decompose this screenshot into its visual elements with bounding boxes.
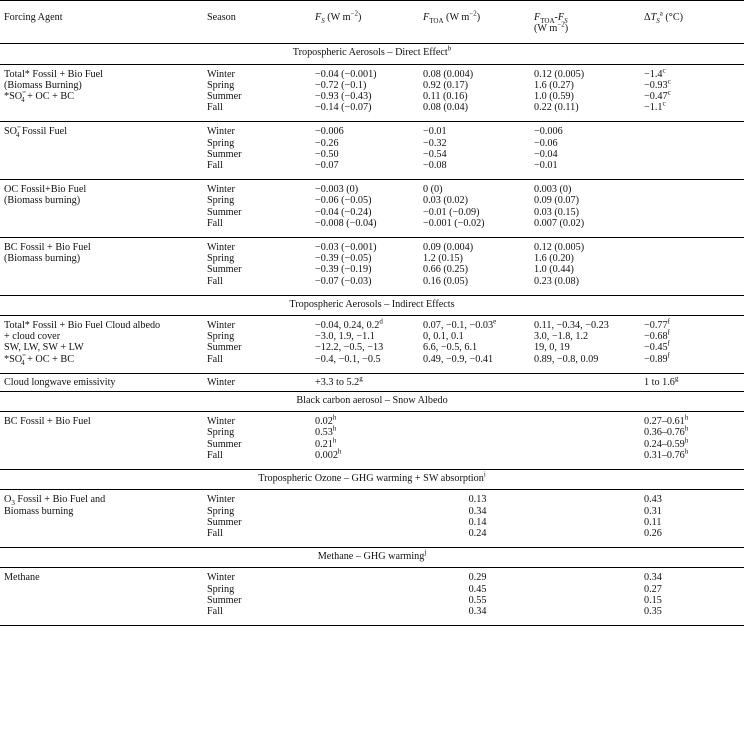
methane-season-cell: Winter <box>207 572 235 584</box>
table-row <box>0 342 744 353</box>
direct-total-season-cell: Spring <box>207 79 235 91</box>
table-row <box>0 427 744 438</box>
table-row <box>0 91 744 102</box>
methane-dts-cell: 0.15 <box>644 594 662 606</box>
direct-oc-dts-cell <box>640 218 744 238</box>
indirect-total-dts-cell: −0.77$^f$ <box>644 317 670 332</box>
snow-diff-cell <box>530 439 640 450</box>
table-row <box>0 584 744 595</box>
methane-value-cell: 0.55 <box>468 594 487 606</box>
snow-dts-cell: 0.27–0.61$^h$ <box>644 413 689 428</box>
ozone-dts-cell: 0.43 <box>644 494 662 506</box>
indirect-total-fs-cell: −0.04, 0.24, 0.2$^d$ <box>315 317 383 332</box>
section-methane-title: Methane – GHG warming$^j$ <box>0 548 744 568</box>
direct-oc-season-cell: Spring <box>207 195 235 207</box>
methane-season-cell: Summer <box>207 594 242 606</box>
methane-agent-cell <box>0 584 203 595</box>
table-row <box>0 373 744 391</box>
direct-bc-dts-cell <box>640 253 744 264</box>
header-dts: $\Delta T_S^a$ (°C) <box>640 1 744 44</box>
direct-so4-season-cell: Summer <box>207 148 242 160</box>
ozone-agent-cell <box>0 528 203 548</box>
indirect-total-diff-cell: 0.89, −0.8, 0.09 <box>534 353 599 365</box>
direct-total-diff-cell: 1.6 (0.27) <box>534 79 574 91</box>
section-snow-albedo-title: Black carbon aerosol – Snow Albedo <box>0 392 744 412</box>
cloud-lw-fs-cell: +3.3 to 5.2$^g$ <box>311 373 640 391</box>
snow-fs-cell: 0.002$^h$ <box>315 447 342 461</box>
direct-bc-agent-cell: BC Fossil + Bio Fuel <box>0 238 203 254</box>
direct-bc-season-cell: Winter <box>203 238 311 254</box>
direct-bc-agent-cell: (Biomass burning) <box>4 253 81 265</box>
methane-value-cell: 0.29 <box>468 572 487 584</box>
direct-so4-dts-cell <box>640 160 744 180</box>
direct-bc-ftoa-cell: 0.09 (0.004) <box>419 238 530 254</box>
direct-so4-agent-cell <box>0 138 203 149</box>
snow-ftoa-cell <box>419 412 530 428</box>
direct-oc-season-cell: Summer <box>207 206 242 218</box>
direct-total-agent-cell: (Biomass Burning) <box>4 79 82 91</box>
section-direct-effect-title: Tropospheric Aerosols – Direct Effect$^b$ <box>0 44 744 64</box>
header-ftoa-fs: $F_{TOA}-F_S$ (W $m^{-2}$) <box>530 1 640 44</box>
ozone-value-cell: 0.13 <box>468 494 487 506</box>
direct-oc-dts-cell <box>640 207 744 218</box>
direct-oc-fs-cell: −0.008 (−0.04) <box>315 217 377 229</box>
direct-bc-fs-cell: −0.39 (−0.05) <box>315 253 372 265</box>
direct-total-dts-cell: −0.93$^c$ <box>644 77 671 91</box>
direct-bc-fs-cell: −0.03 (−0.001) <box>311 238 419 254</box>
header-ftoa: $F_{TOA}$ (W $m^{-2}$) <box>419 1 530 44</box>
direct-oc-fs-cell: −0.003 (0) <box>311 180 419 196</box>
section-indirect-effects-title: Tropospheric Aerosols – Indirect Effects <box>0 295 744 315</box>
ozone-value-cell: 0.14 <box>468 516 487 528</box>
indirect-total-agent-cell: $*SO^=_4$ + OC + BC <box>4 351 74 367</box>
indirect-total-dts-cell: −0.68$^f$ <box>644 328 670 343</box>
section-ozone <box>0 470 744 490</box>
table-row <box>0 180 744 196</box>
table-row <box>0 102 744 122</box>
table-row <box>0 528 744 548</box>
direct-bc-dts-cell <box>640 264 744 275</box>
table-body <box>0 44 744 626</box>
table-row <box>0 439 744 450</box>
indirect-total-season-cell: Spring <box>207 331 235 343</box>
snow-ftoa-cell <box>419 439 530 450</box>
table-row <box>0 149 744 160</box>
indirect-total-ftoa-cell: 0, 0.1, 0.1 <box>423 331 464 343</box>
indirect-total-ftoa-cell: 6.6, −0.5, 6.1 <box>423 342 478 354</box>
snow-season-cell: Winter <box>207 416 235 428</box>
indirect-total-agent-cell: SW, LW, SW + LW <box>4 342 84 354</box>
direct-so4-fs-cell: −0.50 <box>315 148 339 160</box>
methane-season-cell: Spring <box>207 583 235 595</box>
direct-oc-ftoa-cell: 0.03 (0.02) <box>423 195 468 207</box>
table-row <box>0 264 744 275</box>
table-row <box>0 412 744 428</box>
direct-oc-diff-cell: 0.09 (0.07) <box>534 195 579 207</box>
direct-oc-diff-cell: 0.03 (0.15) <box>534 206 579 218</box>
ozone-agent-cell: $O_3$ Fossil + Bio Fuel and <box>4 494 106 508</box>
direct-so4-season-cell: Winter <box>203 122 311 138</box>
direct-bc-agent-cell <box>0 264 203 275</box>
snow-agent-cell: BC Fossil + Bio Fuel <box>4 416 91 428</box>
direct-oc-dts-cell <box>640 195 744 206</box>
snow-dts-cell: 0.24–0.59$^h$ <box>644 436 689 450</box>
indirect-total-season-cell: Summer <box>207 342 242 354</box>
table-row <box>0 64 744 80</box>
direct-oc-agent-cell: OC Fossil+Bio Fuel <box>0 180 203 196</box>
ozone-value-cell: 0.34 <box>468 505 487 517</box>
snow-fs-cell: 0.53$^h$ <box>315 425 337 439</box>
table-row <box>0 218 744 238</box>
section-methane <box>0 548 744 568</box>
indirect-total-diff-cell: 0.11, −0.34, −0.23 <box>534 320 609 332</box>
direct-bc-fs-cell: −0.07 (−0.03) <box>315 275 372 287</box>
direct-so4-ftoa-cell: −0.01 <box>419 122 530 138</box>
direct-total-fs-cell: −0.14 (−0.07) <box>315 102 372 114</box>
indirect-total-fs-cell: −0.4, −0.1, −0.5 <box>315 353 381 365</box>
direct-bc-diff-cell: 1.0 (0.44) <box>534 264 574 276</box>
table-row <box>0 517 744 528</box>
snow-diff-cell <box>530 450 640 470</box>
indirect-total-ftoa-cell: 0.07, −0.1, −0.03$^e$ <box>423 317 497 332</box>
direct-total-agent-cell <box>0 102 203 122</box>
direct-so4-ftoa-cell: −0.08 <box>423 160 447 172</box>
direct-so4-fs-cell: −0.006 <box>311 122 419 138</box>
direct-so4-diff-cell: −0.06 <box>534 137 558 149</box>
methane-dts-cell: 0.34 <box>644 572 662 584</box>
direct-total-ftoa-cell: 0.08 (0.04) <box>423 102 468 114</box>
direct-so4-agent-cell: $SO^=_4$ Fossil Fuel <box>0 122 203 138</box>
header-row <box>0 1 744 44</box>
direct-so4-season-cell: Spring <box>207 137 235 149</box>
direct-bc-dts-cell <box>640 238 744 254</box>
direct-bc-diff-cell: 1.6 (0.20) <box>534 253 574 265</box>
ozone-season-cell: Spring <box>207 505 235 517</box>
snow-dts-cell: 0.36–0.76$^h$ <box>644 425 689 439</box>
table-row <box>0 160 744 180</box>
header-forcing-agent: Forcing Agent <box>0 1 203 44</box>
direct-total-fs-cell: −0.04 (−0.001) <box>315 68 377 80</box>
cloud-lw-season-cell: Winter <box>203 373 311 391</box>
direct-so4-diff-cell: −0.04 <box>534 148 558 160</box>
direct-so4-agent-cell <box>0 149 203 160</box>
direct-total-dts-cell: −0.47$^c$ <box>644 88 671 103</box>
snow-fs-cell: 0.02$^h$ <box>315 413 337 428</box>
table-row <box>0 506 744 517</box>
table-row <box>0 195 744 206</box>
direct-total-agent-cell: Total* Fossil + Bio Fuel <box>4 68 103 80</box>
direct-so4-dts-cell <box>640 122 744 138</box>
methane-dts-cell: 0.35 <box>640 606 744 626</box>
direct-total-ftoa-cell: 0.92 (0.17) <box>423 79 468 91</box>
direct-total-agent-cell: $*SO^=_4$ + OC + BC <box>4 88 74 105</box>
direct-oc-agent-cell <box>0 218 203 238</box>
direct-total-ftoa-cell: 0.08 (0.004) <box>423 68 474 80</box>
direct-total-season-cell: Winter <box>207 68 235 80</box>
table-row <box>0 276 744 296</box>
cloud-lw-agent-cell: Cloud longwave emissivity <box>0 373 203 391</box>
ozone-agent-cell <box>0 517 203 528</box>
methane-dts-cell: 0.27 <box>644 583 662 595</box>
indirect-total-fs-cell: −12.2, −0.5, −13 <box>315 342 384 354</box>
table-row <box>0 606 744 626</box>
ozone-value-cell: 0.24 <box>468 527 487 539</box>
methane-agent-cell <box>0 606 203 626</box>
table-row <box>0 354 744 374</box>
methane-value-cell: 0.45 <box>468 583 487 595</box>
direct-total-diff-cell: 1.0 (0.59) <box>534 91 574 103</box>
direct-so4-diff-cell: −0.01 <box>534 160 558 172</box>
direct-total-diff-cell: 0.22 (0.11) <box>534 102 579 114</box>
table-row <box>0 80 744 91</box>
snow-dts-cell: 0.31–0.76$^h$ <box>644 447 689 461</box>
ozone-agent-cell: Biomass burning <box>4 505 74 517</box>
direct-oc-diff-cell: 0.007 (0.02) <box>534 217 585 229</box>
table-row <box>0 316 744 332</box>
indirect-total-ftoa-cell: 0.49, −0.9, −0.41 <box>423 353 494 365</box>
direct-total-fs-cell: −0.93 (−0.43) <box>315 91 372 103</box>
indirect-total-season-cell: Winter <box>207 320 235 332</box>
methane-agent-cell <box>0 595 203 606</box>
direct-oc-agent-cell <box>0 207 203 218</box>
direct-oc-season-cell: Winter <box>203 180 311 196</box>
direct-so4-dts-cell <box>640 149 744 160</box>
table-row <box>0 490 744 506</box>
direct-so4-diff-cell: −0.006 <box>530 122 640 138</box>
methane-value-cell: 0.34 <box>311 606 640 626</box>
direct-bc-agent-cell <box>0 276 203 296</box>
snow-diff-cell <box>530 427 640 438</box>
snow-ftoa-cell <box>419 427 530 438</box>
direct-total-dts-cell: −1.4$^c$ <box>644 66 666 80</box>
direct-oc-ftoa-cell: 0 (0) <box>419 180 530 196</box>
direct-bc-ftoa-cell: 1.2 (0.15) <box>423 253 463 265</box>
ozone-dts-cell: 0.11 <box>644 516 662 528</box>
direct-oc-dts-cell <box>640 180 744 196</box>
indirect-total-season-cell: Fall <box>207 353 223 365</box>
direct-bc-season-cell: Fall <box>207 275 223 287</box>
header-season: Season <box>203 1 311 44</box>
snow-season-cell: Fall <box>207 449 223 461</box>
section-snow-albedo <box>0 392 744 412</box>
header-fs: $F_S$ (W $m^{-2}$) <box>311 1 419 44</box>
snow-agent-cell <box>0 450 203 470</box>
direct-bc-season-cell: Summer <box>207 264 242 276</box>
direct-oc-fs-cell: −0.06 (−0.05) <box>315 195 372 207</box>
direct-total-ftoa-cell: 0.11 (0.16) <box>423 91 468 103</box>
indirect-total-diff-cell: 19, 0, 19 <box>534 342 570 354</box>
snow-ftoa-cell <box>419 450 530 470</box>
direct-total-fs-cell: −0.72 (−0.1) <box>315 79 367 91</box>
indirect-total-dts-cell: −0.89$^f$ <box>644 351 670 365</box>
direct-bc-dts-cell <box>640 276 744 296</box>
snow-agent-cell <box>0 439 203 450</box>
table-row <box>0 568 744 584</box>
direct-bc-diff-cell: 0.12 (0.005) <box>530 238 640 254</box>
direct-total-season-cell: Fall <box>207 102 223 114</box>
direct-bc-ftoa-cell: 0.16 (0.05) <box>423 275 468 287</box>
direct-oc-ftoa-cell: −0.001 (−0.02) <box>423 217 485 229</box>
table-row <box>0 122 744 138</box>
section-direct-effect <box>0 44 744 64</box>
direct-so4-fs-cell: −0.07 <box>315 160 339 172</box>
methane-agent-cell: Methane <box>4 572 40 584</box>
direct-total-season-cell: Summer <box>207 91 242 103</box>
table-row <box>0 253 744 264</box>
ozone-season-cell: Winter <box>207 494 235 506</box>
direct-oc-season-cell: Fall <box>207 217 223 229</box>
snow-season-cell: Summer <box>207 438 242 450</box>
snow-agent-cell <box>0 427 203 438</box>
ozone-dts-cell: 0.31 <box>644 505 662 517</box>
direct-so4-agent-cell <box>0 160 203 180</box>
direct-so4-fs-cell: −0.26 <box>315 137 339 149</box>
indirect-total-fs-cell: −3.0, 1.9, −1.1 <box>315 331 375 343</box>
table-row <box>0 595 744 606</box>
direct-oc-ftoa-cell: −0.01 (−0.09) <box>423 206 480 218</box>
cloud-lw-dts-cell: 1 to 1.6$^g$ <box>640 373 744 391</box>
indirect-total-diff-cell: 3.0, −1.8, 1.2 <box>534 331 589 343</box>
direct-total-dts-cell: −1.1$^c$ <box>644 99 666 114</box>
ozone-season-cell: Fall <box>207 527 223 539</box>
ozone-season-cell: Summer <box>207 516 242 528</box>
snow-diff-cell <box>530 412 640 428</box>
direct-total-diff-cell: 0.12 (0.005) <box>534 68 585 80</box>
methane-season-cell: Fall <box>203 606 311 626</box>
table-row <box>0 331 744 342</box>
direct-bc-season-cell: Spring <box>207 253 235 265</box>
indirect-total-agent-cell: Total* Fossil + Bio Fuel Cloud albedo <box>4 320 161 332</box>
direct-oc-diff-cell: 0.003 (0) <box>530 180 640 196</box>
direct-oc-fs-cell: −0.04 (−0.24) <box>315 206 372 218</box>
table-row <box>0 450 744 470</box>
ozone-dts-cell: 0.26 <box>644 527 662 539</box>
direct-so4-ftoa-cell: −0.54 <box>423 148 447 160</box>
direct-oc-agent-cell: (Biomass burning) <box>4 195 81 207</box>
indirect-total-agent-cell: + cloud cover <box>4 331 61 343</box>
section-ozone-title: Tropospheric Ozone – GHG warming + SW absorption$^i$ <box>0 470 744 490</box>
snow-season-cell: Spring <box>207 427 235 439</box>
direct-bc-diff-cell: 0.23 (0.08) <box>534 275 579 287</box>
direct-so4-dts-cell <box>640 138 744 149</box>
indirect-total-dts-cell: −0.45$^f$ <box>644 340 670 354</box>
direct-bc-fs-cell: −0.39 (−0.19) <box>315 264 372 276</box>
table-row <box>0 238 744 254</box>
direct-so4-season-cell: Fall <box>207 160 223 172</box>
snow-fs-cell: 0.21$^h$ <box>315 436 337 450</box>
table-row <box>0 207 744 218</box>
section-indirect-effects <box>0 295 744 315</box>
direct-so4-ftoa-cell: −0.32 <box>423 137 447 149</box>
table-row <box>0 138 744 149</box>
direct-bc-ftoa-cell: 0.66 (0.25) <box>423 264 468 276</box>
